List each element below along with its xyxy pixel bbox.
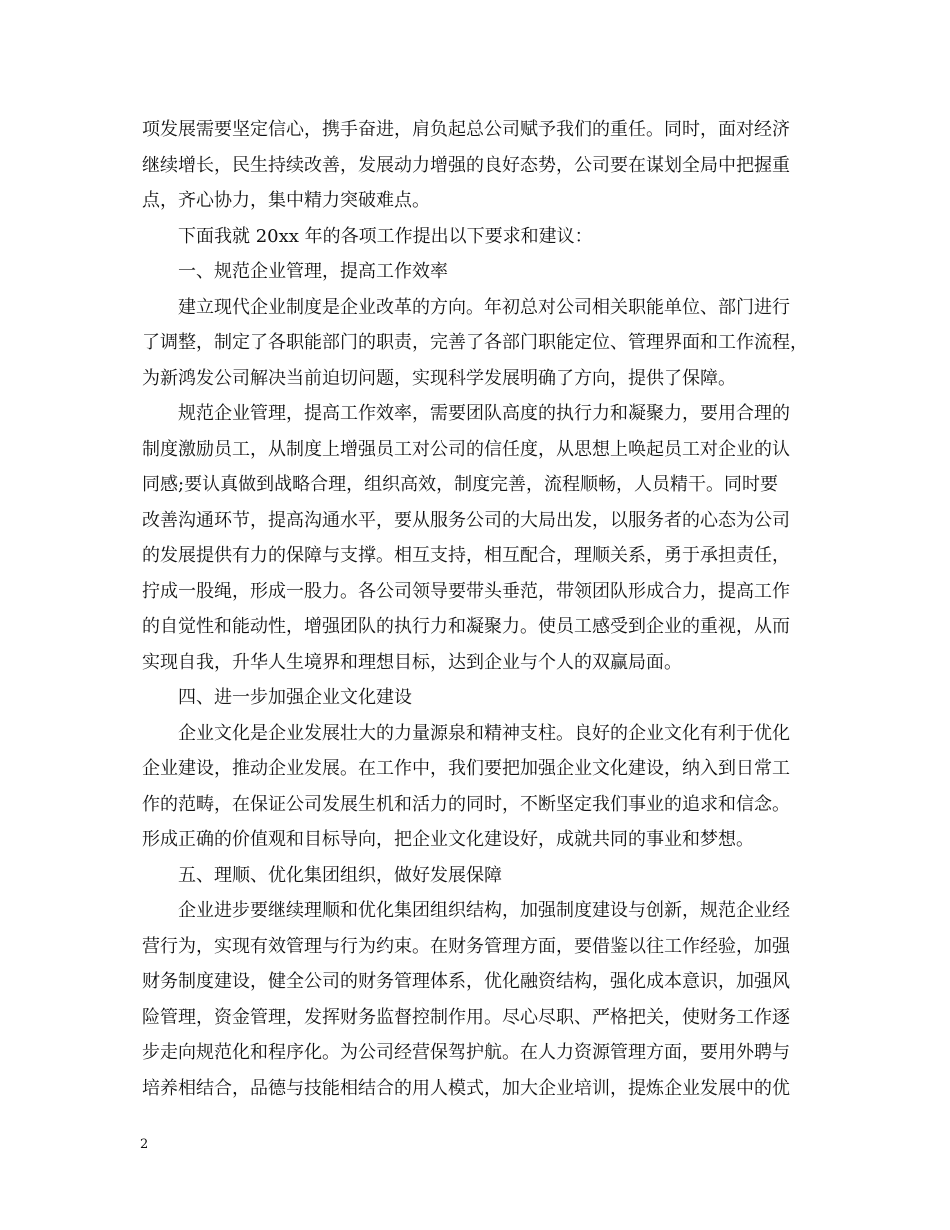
page-number: 2 bbox=[140, 1137, 149, 1152]
text-line: 点，齐心协力，集中精力突破难点。 bbox=[142, 190, 430, 211]
text-line: 企业文化是企业发展壮大的力量源泉和精神支柱。良好的企业文化有利于优化 bbox=[178, 722, 790, 744]
text-line: 下面我就 20xx 年的各项工作提出以下要求和建议： bbox=[178, 225, 593, 247]
text-line: 制度激励员工，从制度上增强员工对公司的信任度，从思想上唤起员工对企业的认 bbox=[142, 438, 790, 460]
text-line: 拧成一股绳，形成一股力。各公司领导要带头垂范，带领团队形成合力，提高工作 bbox=[142, 580, 790, 602]
document-body bbox=[142, 112, 814, 1106]
text-line: 为新鸿发公司解决当前迫切问题，实现科学发展明确了方向，提供了保障。 bbox=[142, 367, 736, 389]
text-line: 财务制度建设，健全公司的财务管理体系，优化融资结构，强化成本意识，加强风 bbox=[142, 971, 790, 992]
text-line: 四、进一步加强企业文化建设 bbox=[178, 687, 412, 708]
text-line: 规范企业管理，提高工作效率，需要团队高度的执行力和凝聚力，要用合理的 bbox=[178, 403, 790, 424]
text-line: 步走向规范化和程序化。为公司经营保驾护航。在人力资源管理方面，要用外聘与 bbox=[142, 1042, 790, 1063]
text-line: 同感;要认真做到战略合理，组织高效，制度完善，流程顺畅，人员精干。同时要 bbox=[142, 474, 779, 495]
text-line: 培养相结合，品德与技能相结合的用人模式，加大企业培训，提炼企业发展中的优 bbox=[142, 1077, 790, 1099]
text-line: 企业建设，推动企业发展。在工作中，我们要把加强企业文化建设，纳入到日常工 bbox=[142, 758, 790, 779]
text-line: 实现自我，升华人生境界和理想目标，达到企业与个人的双赢局面。 bbox=[142, 651, 682, 673]
text-line: 的发展提供有力的保障与支撑。相互支持，相互配合，理顺关系，勇于承担责任， bbox=[142, 545, 790, 566]
text-line: 继续增长，民生持续改善，发展动力增强的良好态势，公司要在谋划全局中把握重 bbox=[142, 154, 790, 176]
text-line: 险管理，资金管理，发挥财务监督控制作用。尽心尽职、严格把关，使财务工作逐 bbox=[142, 1006, 790, 1028]
text-line: 五、理顺、优化集团组织，做好发展保障 bbox=[178, 864, 502, 886]
text-line: 的自觉性和能动性，增强团队的执行力和凝聚力。使员工感受到企业的重视，从而 bbox=[142, 616, 790, 637]
text-line: 项发展需要坚定信心，携手奋进，肩负起总公司赋予我们的重任。同时，面对经济 bbox=[142, 119, 790, 140]
text-line: 一、规范企业管理，提高工作效率 bbox=[178, 261, 448, 282]
text-line: 建立现代企业制度是企业改革的方向。年初总对公司相关职能单位、部门进行 bbox=[178, 296, 790, 318]
text-line: 企业进步要继续理顺和优化集团组织结构，加强制度建设与创新，规范企业经 bbox=[178, 900, 790, 921]
text-line: 改善沟通环节，提高沟通水平，要从服务公司的大局出发，以服务者的心态为公司 bbox=[142, 509, 790, 531]
text-line: 了调整，制定了各职能部门的职责，完善了各部门职能定位、管理界面和工作流程， bbox=[142, 332, 808, 353]
text-line: 营行为，实现有效管理与行为约束。在财务管理方面，要借鉴以往工作经验，加强 bbox=[142, 935, 790, 957]
text-line: 形成正确的价值观和目标导向，把企业文化建设好，成就共同的事业和梦想。 bbox=[142, 829, 754, 850]
text-line: 作的范畴，在保证公司发展生机和活力的同时，不断坚定我们事业的追求和信念。 bbox=[142, 793, 790, 815]
